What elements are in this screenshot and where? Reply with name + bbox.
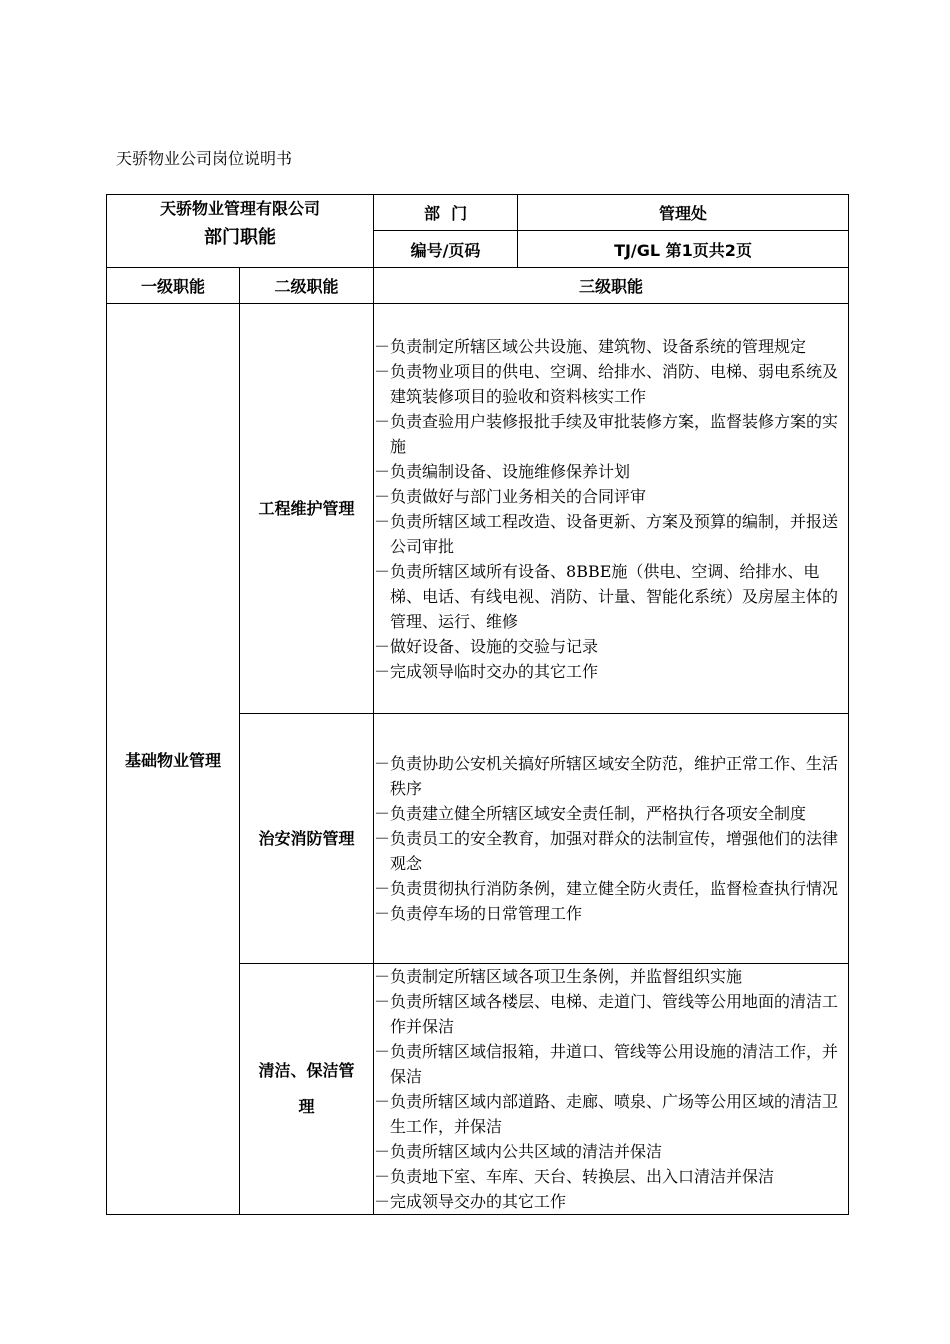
dept-label: 部 门 xyxy=(374,195,518,231)
level3-functions-engineering xyxy=(374,304,849,714)
section-row xyxy=(107,304,849,714)
duty-item: －完成领导交办的其它工作 xyxy=(374,1192,567,1211)
level1-function: 基础物业管理 xyxy=(107,304,240,1215)
level2-name-line: 工程维护管理 xyxy=(258,498,355,518)
dept-value: 管理处 xyxy=(518,195,849,231)
column-level2: 二级职能 xyxy=(240,268,374,304)
duty-item: －负责贯彻执行消防条例，建立健全防火责任，监督检查执行情况 xyxy=(374,879,839,898)
duty-item: －负责物业项目的供电、空调、给排水、消防、电梯、弱电系统及建筑装修项目的验收和资料核实工作 xyxy=(374,361,839,406)
dept-function-label: 部门职能 xyxy=(204,227,276,248)
column-level1: 一级职能 xyxy=(107,268,240,304)
duty-item: －负责员工的安全教育，加强对群众的法制宣传，增强他们的法律观念 xyxy=(374,829,839,873)
level3-functions-cleaning xyxy=(374,964,849,1215)
duty-item: －负责做好与部门业务相关的合同评审 xyxy=(374,486,647,506)
code-value: TJ/GL 第1页共2页 xyxy=(518,231,849,268)
level2-name-line: 理 xyxy=(298,1097,315,1116)
header-row-1 xyxy=(107,195,849,231)
column-header-row xyxy=(107,268,849,304)
duty-list xyxy=(374,751,848,926)
level2-function-engineering xyxy=(240,304,374,714)
duty-item: －负责所辖区域信报箱，井道口、管线等公用设施的清洁工作，并保洁 xyxy=(374,1042,839,1086)
level2-name-line: 治安消防管理 xyxy=(258,828,355,848)
level3-functions-security xyxy=(374,714,849,964)
level2-function-cleaning xyxy=(240,964,374,1215)
company-cell xyxy=(107,195,374,268)
duty-item: －完成领导临时交办的其它工作 xyxy=(374,661,599,681)
duty-item: －做好设备、设施的交验与记录 xyxy=(374,636,599,656)
column-level3: 三级职能 xyxy=(374,268,849,304)
duty-item: －负责查验用户装修报批手续及审批装修方案，监督装修方案的实施 xyxy=(374,411,839,456)
duty-item: －负责所辖区域所有设备、8BBE施（供电、空调、给排水、电梯、电话、有线电视、消防、计量、智能化系统）及房屋主体的管理、运行、维修 xyxy=(374,561,839,631)
duty-item: －负责地下室、车库、天台、转换层、出入口清洁并保洁 xyxy=(374,1167,775,1186)
document-title: 天骄物业公司岗位说明书 xyxy=(116,149,293,168)
code-label: 编号/页码 xyxy=(374,231,518,268)
level2-name-line: 清洁、保洁管 xyxy=(258,1061,355,1080)
duty-item: －负责协助公安机关搞好所辖区域安全防范，维护正常工作、生活秩序 xyxy=(374,754,839,798)
duty-list xyxy=(374,964,848,1214)
duty-item: －负责停车场的日常管理工作 xyxy=(374,904,583,923)
duty-item: －负责所辖区域内公共区域的清洁并保洁 xyxy=(374,1142,663,1161)
level2-function-security xyxy=(240,714,374,964)
duty-item: －负责所辖区域内部道路、走廊、喷泉、广场等公用区域的清洁卫生工作，并保洁 xyxy=(374,1092,839,1136)
duty-list xyxy=(374,334,848,684)
job-description-table xyxy=(106,194,849,1215)
company-name: 天骄物业管理有限公司 xyxy=(160,199,321,218)
duty-item: －负责制定所辖区域各项卫生条例，并监督组织实施 xyxy=(374,967,743,986)
duty-item: －负责所辖区域各楼层、电梯、走道门、管线等公用地面的清洁工作并保洁 xyxy=(374,992,839,1036)
duty-item: －负责所辖区域工程改造、设备更新、方案及预算的编制，并报送公司审批 xyxy=(374,511,839,556)
duty-item: －负责建立健全所辖区域安全责任制，严格执行各项安全制度 xyxy=(374,804,807,823)
duty-item: －负责编制设备、设施维修保养计划 xyxy=(374,461,631,481)
duty-item: －负责制定所辖区域公共设施、建筑物、设备系统的管理规定 xyxy=(374,336,807,356)
